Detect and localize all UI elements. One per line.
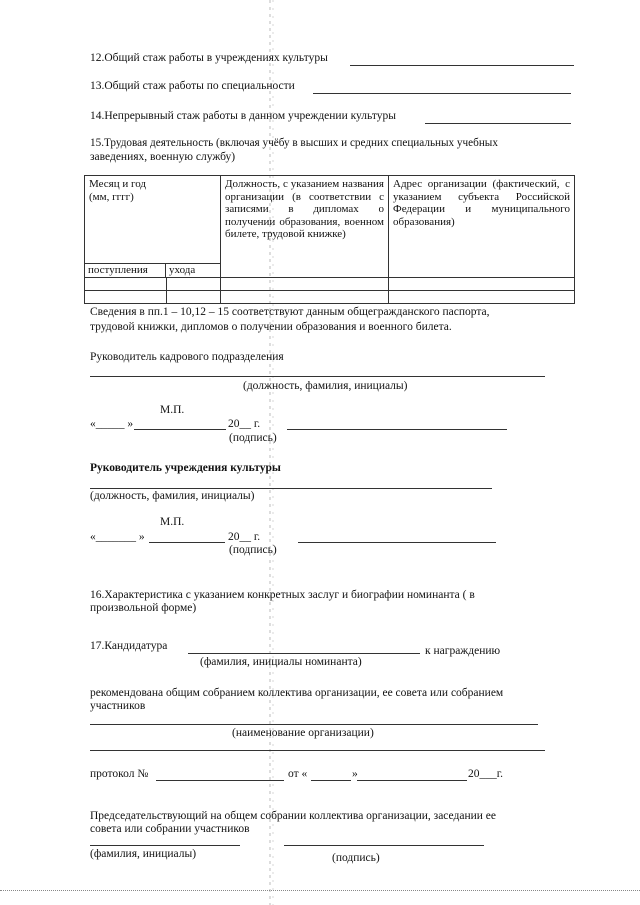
item-15-label-line2: заведениях, военную службу) (90, 151, 236, 163)
page-fold-mark (268, 0, 276, 905)
chair-label-line1: Председательствующий на общем собрании коллектива организации, заседании ее (90, 810, 497, 822)
item-14-field[interactable] (425, 123, 571, 124)
header-month-year-line1: Месяц и год (89, 178, 147, 190)
chair-name-field[interactable] (90, 845, 240, 846)
item-17-label: 17.Кандидатура (90, 640, 168, 652)
culture-head-signature-field[interactable] (298, 542, 496, 543)
item-17-organization-field-2[interactable] (90, 750, 545, 751)
culture-head-date-month-field[interactable] (149, 542, 225, 543)
hr-head-name-field[interactable] (90, 376, 545, 377)
hr-head-signature-field[interactable] (287, 429, 507, 430)
chair-signature-caption: (подпись) (332, 852, 380, 864)
confirmation-line1: Сведения в пп.1 – 10,12 – 15 соответствуют данным общегражданского паспорта, (90, 306, 490, 318)
protocol-quote-close: » (352, 768, 358, 780)
culture-head-date-day[interactable]: «_______ » (90, 531, 145, 543)
confirmation-line2: трудовой книжки, дипломов о получении образования и военного билета. (90, 321, 452, 333)
culture-head-label: Руководитель учреждения культуры (90, 462, 281, 474)
item-13-field[interactable] (313, 93, 571, 94)
subheader-end: ухода (169, 264, 196, 276)
hr-head-date-month-field[interactable] (134, 429, 226, 430)
header-position: Должность, с указанием названия организации (в соответствии с записями в дипломах о получении образования, военном билете, трудовой книжке) (221, 176, 389, 278)
protocol-from-label: от « (288, 768, 308, 780)
protocol-month-field[interactable] (357, 780, 467, 781)
item-17-recommend-line2: участников (90, 700, 146, 712)
item-16-label-line1: 16.Характеристика с указанием конкретных заслуг и биографии номинанта ( в (90, 589, 475, 601)
item-15-label-line1: 15.Трудовая деятельность (включая учёбу в высших и средних специальных учебных (90, 137, 498, 149)
hr-head-date-year[interactable]: 20__ г. (228, 418, 261, 430)
culture-head-caption: (должность, фамилия, инициалы) (90, 490, 255, 502)
item-17-recommend-line1: рекомендована общим собранием коллектива организации, ее совета или собранием (90, 687, 504, 699)
protocol-day-field[interactable] (311, 780, 351, 781)
table-cell-position[interactable] (221, 278, 389, 291)
work-history-table (84, 175, 575, 304)
hr-head-signature-caption: (подпись) (229, 432, 277, 444)
table-header-row (85, 176, 575, 264)
header-address: Адрес организации (фактический, с указанием субъекта Российской Федерации и муниципального образования) (389, 176, 575, 278)
hr-head-caption: (должность, фамилия, инициалы) (243, 380, 408, 392)
subheader-dates (85, 264, 221, 278)
table-cell-position[interactable] (221, 291, 389, 304)
item-17-nominee-caption: (фамилия, инициалы номинанта) (200, 656, 362, 668)
culture-head-stamp-mark: М.П. (160, 516, 185, 528)
table-cell-address[interactable] (389, 291, 575, 304)
item-16-label-line2: произвольной форме) (90, 602, 197, 614)
culture-head-date-year[interactable]: 20__ г. (228, 531, 261, 543)
culture-head-signature-caption: (подпись) (229, 544, 277, 556)
protocol-year[interactable]: 20___г. (468, 768, 504, 780)
item-17-organization-field[interactable] (90, 724, 538, 725)
header-month-year-line2: (мм, гггг) (89, 190, 134, 203)
chair-label-line2: совета или собрании участников (90, 823, 250, 835)
subheader-start: поступления (85, 264, 166, 277)
page-bottom-edge (0, 890, 640, 891)
item-17-organization-caption: (наименование организации) (232, 727, 374, 739)
item-12-field[interactable] (350, 65, 574, 66)
protocol-label: протокол № (90, 768, 149, 780)
hr-head-label: Руководитель кадрового подразделения (90, 351, 284, 363)
table-row[interactable] (85, 278, 575, 291)
protocol-number-field[interactable] (156, 780, 284, 781)
culture-head-name-field[interactable] (90, 488, 492, 489)
hr-head-stamp-mark: М.П. (160, 404, 185, 416)
table-cell-address[interactable] (389, 278, 575, 291)
table-row[interactable] (85, 291, 575, 304)
item-12-label: 12.Общий стаж работы в учреждениях культуры (90, 52, 328, 64)
item-14-label: 14.Непрерывный стаж работы в данном учреждении культуры (90, 110, 396, 122)
header-month-year (85, 176, 221, 264)
chair-name-caption: (фамилия, инициалы) (90, 848, 197, 860)
table-cell-dates[interactable] (85, 278, 221, 291)
table-cell-dates[interactable] (85, 291, 221, 304)
chair-signature-field[interactable] (284, 845, 484, 846)
item-13-label: 13.Общий стаж работы по специальности (90, 80, 295, 92)
hr-head-date-day[interactable]: «_____ » (90, 418, 134, 430)
item-17-suffix: к награждению (425, 645, 501, 657)
item-17-nominee-field[interactable] (188, 653, 420, 654)
